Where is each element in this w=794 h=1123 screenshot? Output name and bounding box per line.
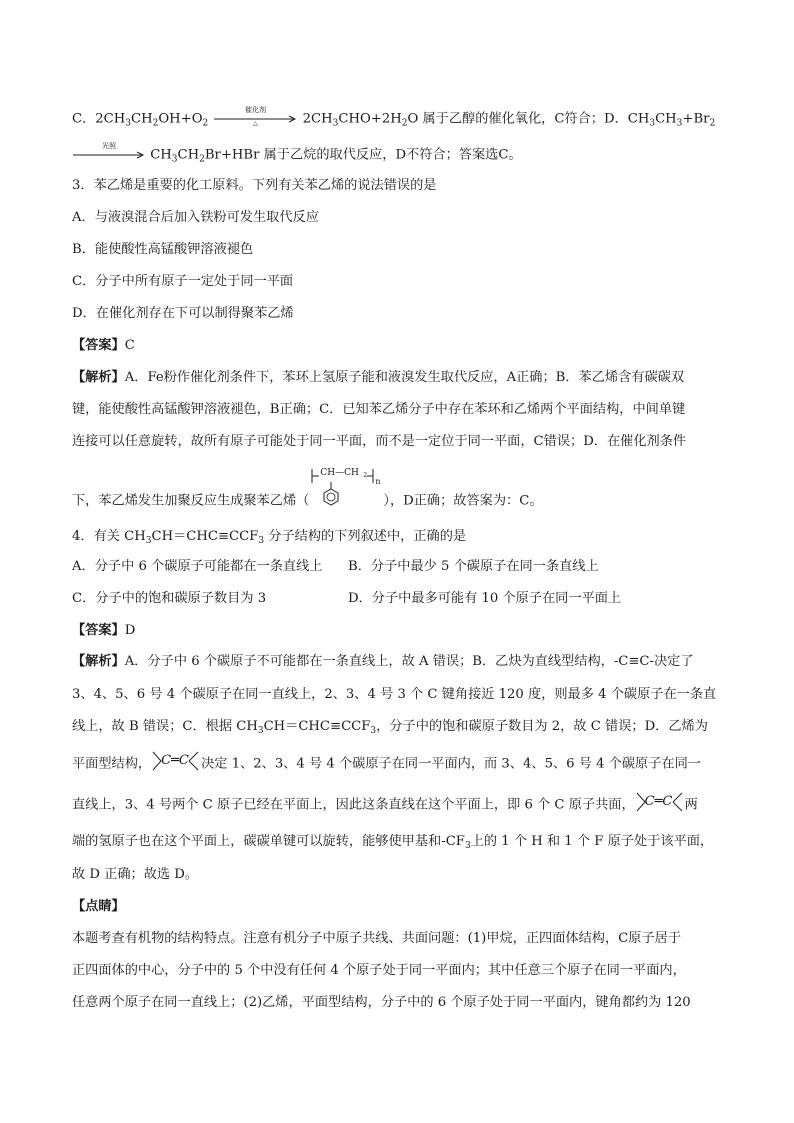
q4-analysis-line-3: 线上，故 B 错误；C．根据 $CH_3CH=CHC\equiv CCF_3$，分子中的饱和碳原子数目为 2，故 C 错误；D．乙烯为 [72, 719, 708, 736]
answer-value: D [124, 623, 136, 638]
q4-analysis-line-2: 3、4、5、6 号 4 个碳原子在同一直线上，2、3、4 号 3 个 C 键角接近 120 度，则最多 4 个碳原子在一条直 [72, 687, 717, 702]
q3-analysis-line-1: 【解析】A．Fe粉作催化剂条件下，苯环上氢原子能和液溴发生取代反应，A正确；B．苯乙烯含有碳碳双 [72, 370, 685, 385]
q3-answer [72, 337, 135, 355]
polystyrene-structure: CH—CH 2 n [309, 467, 383, 511]
analysis-tag: 【解析】 [72, 654, 125, 669]
tip-line-1: 本题考查有机物的结构特点。注意有机分子中原子共线、共面问题：(1)甲烷，正四面体结构，C原子居于 [72, 931, 682, 946]
q4-analysis-line-5: 直线上，3、4 号两个 C 原子已经在平面上，因此这条直线在这个平面上，即 6 个 C 原子共面， C═C 两 [72, 793, 698, 817]
q4-analysis-line-4: 平面型结构， C═C 决定 1、2、3、4 号 4 个碳原子在同一平面内，而 3、4、5、6 号 4 个碳原子在同一 [72, 752, 701, 776]
question-4-stem: 4．有关 $CH_3CH=CHC\equiv CCF_3$ 分子结构的下列叙述中，正确的是 [72, 529, 467, 546]
heat-label: △ [253, 120, 258, 127]
question-3-stem: 3．苯乙烯是重要的化工原料。下列有关苯乙烯的说法错误的是 [72, 178, 437, 193]
reaction-arrow-light [72, 142, 146, 164]
q4-option-d: D．分子中最多可能有 10 个原子在同一平面上 [348, 591, 622, 606]
q3-analysis-line-4: 下，苯乙烯发生加聚反应生成聚苯乙烯（ CH—CH 2 n ），D正确；故答案为：C。 [72, 479, 543, 523]
tip-heading: 【点睛】 [72, 899, 125, 914]
q4-answer [72, 622, 135, 640]
ethylene-structure-icon: C═C [151, 752, 201, 776]
light-label: 光照 [102, 142, 116, 150]
q4-analysis-line-1: 【解析】A．分子中 6 个碳原子不可能都在一条直线上，故 A 错误；B．乙炔为直线型结构，-C≡C-决定了 [72, 654, 694, 669]
answer-value: C [124, 338, 135, 353]
q4-option-c: C．分子中的饱和碳原子数目为 3 [72, 591, 267, 606]
analysis-tag: 【解析】 [72, 370, 125, 385]
catalyst-label: 催化剂 [244, 106, 266, 114]
q3-option-b: B．能使酸性高锰酸钾溶液褪色 [72, 242, 254, 257]
answer-tag: 【答案】 [72, 623, 125, 638]
q4-option-a: A．分子中 6 个碳原子可能都在一条直线上 [72, 559, 323, 574]
tip-line-3: 任意两个原子在同一直线上；(2)乙烯，平面型结构，分子中的 6 个原子处于同一平面内，键角都约为 120 [72, 995, 691, 1010]
q4-option-b: B．分子中最少 5 个碳原子在同一条直线上 [348, 559, 599, 574]
q4-analysis-line-6: 端的氢原子也在这个平面上，碳碳单键可以旋转，能够使甲基和$-CF_3$上的 1 个 H 和 1 个 F 原子处于该平面， [72, 834, 714, 851]
q3-option-a: A．与液溴混合后加入铁粉可发生取代反应 [72, 210, 319, 225]
q3-analysis-line-3: 连接可以任意旋转，故所有原子可能处于同一平面，而不是一定位于同一平面，C错误；D．在催化剂条件 [72, 434, 687, 449]
q3-option-d: D．在催化剂存在下可以制得聚苯乙烯 [72, 306, 294, 321]
q4-analysis-line-7: 故 D 正确；故选 D。 [72, 867, 199, 882]
answer-tag: 【答案】 [72, 338, 125, 353]
tip-line-2: 正四面体的中心，分子中的 5 个中没有任何 4 个原子处于同一平面内；其中任意三个原子在同一平面内， [72, 963, 686, 978]
q3-option-c: C．分子中所有原子一定处于同一平面 [72, 274, 294, 289]
q3-analysis-line-2: 键，能使酸性高锰酸钾溶液褪色，B正确；C．已知苯乙烯分子中存在苯环和乙烯两个平面结构，中间单键 [72, 402, 686, 417]
equation-line-1: C．$2CH_3CH_2OH+O_2$ 催化剂 △ $2CH_3CHO+2H_2O$ 属于乙醇的催化氧化，C符合；D．$CH_3CH_3+Br_2$ [72, 106, 716, 129]
reaction-arrow-catalyst [212, 106, 298, 128]
ethylene-structure-icon: C═C [635, 793, 685, 817]
equation-line-2: 光照 $CH_3CH_2Br+HBr$ 属于乙烷的取代反应，D不符合；答案选C。 [72, 146, 522, 165]
